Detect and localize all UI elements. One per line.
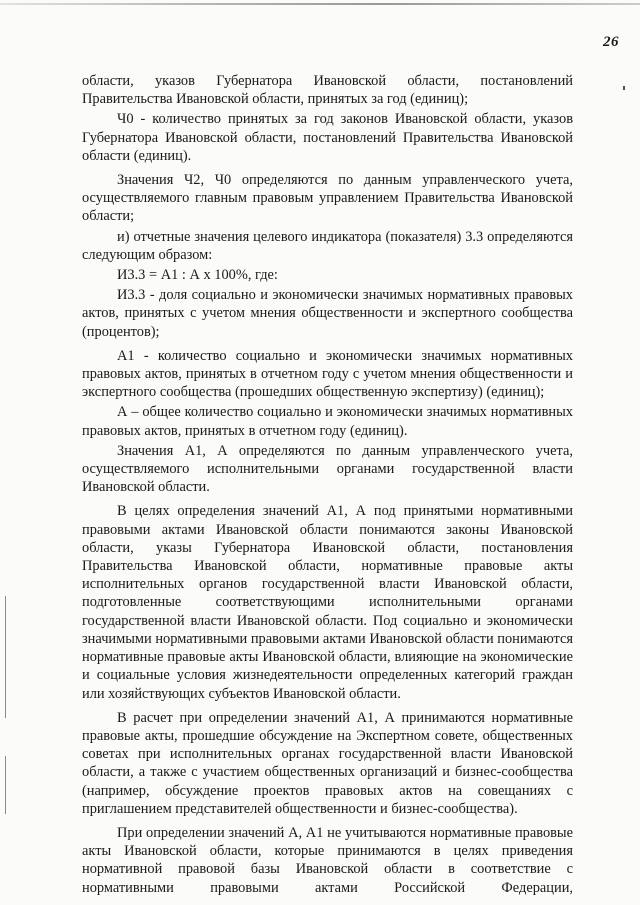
margin-mark <box>623 86 625 90</box>
scan-top-edge <box>0 3 640 5</box>
paragraph-i3-3-definition: И3.3 - доля социально и экономически значимых нормативных правовых актов, принятых с учетом мнения общественности и экспертного сообщества (процентов); <box>82 287 573 340</box>
paragraph-a-definition: А – общее количество социально и экономически значимых нормативных правовых актов, принятых в отчетном году (единиц). <box>82 404 573 439</box>
paragraph-acts-definition: В целях определения значений А1, А под принятыми нормативными правовыми актами Ивановской области понимаются законы Ивановской области, указы Губернатора Ивановской области, постановления Правительства Ивановской области, нормативные правовые акты исполнительных органов государственной власти Ивановской области, подготовленные соответствующими исполнительными органами государственной власти Ивановской области. Под социально и экономически значимыми нормативными правовыми актами Ивановской области понимаются нормативные правовые акты Ивановской области, влияющие на экономические и социальные условия жизнедеятельности определенных категорий граждан или хозяйствующих субъектов Ивановской области. <box>82 503 573 702</box>
paragraph-ch-values-source: Значения Ч2, Ч0 определяются по данным управленческого учета, осуществляемого главным правовым управлением Правительства Ивановской области; <box>82 172 573 225</box>
page-number: 26 <box>603 34 619 50</box>
paragraph-calculation-scope: В расчет при определении значений А1, А принимаются нормативные правовые акты, прошедшие обсуждение на Экспертном совете, общественных советах при исполнительных органах государственной власти Ивановской области, а также с участием общественных организаций и бизнес-сообщества (например, обсуждение проектов правовых актов на совещаниях с приглашением представителей общественности и бизнес-сообщества). <box>82 709 573 817</box>
formula-i3-3: И3.3 = А1 : А х 100%, где: <box>117 267 278 284</box>
paragraph-a-values-source: Значения А1, А определяются по данным управленческого учета, осуществляемого исполнительными органами государственной власти Ивановской области. <box>82 442 573 496</box>
paragraph-exclusions: При определении значений А, А1 не учитываются нормативные правовые акты Ивановской области, которые принимаются в целях приведения нормативной правовой базы Ивановской области в соответствие с нормативными правовыми актами Российской Федерации, <box>82 824 573 896</box>
paragraph-item-i: и) отчетные значения целевого индикатора (показателя) 3.3 определяются следующим образом: <box>82 228 573 263</box>
left-margin-line <box>5 596 6 718</box>
left-margin-line <box>5 756 6 814</box>
paragraph-ch0-definition: Ч0 - количество принятых за год законов Ивановской области, указов Губернатора Ивановской области, постановлений Правительства Ивановской области (единиц). <box>82 111 573 164</box>
document-body <box>82 72 573 899</box>
paragraph-continuation: области, указов Губернатора Ивановской области, постановлений Правительства Ивановской области, принятых за год (единиц); <box>82 73 573 108</box>
paragraph-a1-definition: А1 - количество социально и экономически значимых нормативных правовых актов, принятых в отчетном году с учетом мнения общественности и экспертного сообщества (прошедших общественную экспертизу) (единиц); <box>82 347 573 401</box>
